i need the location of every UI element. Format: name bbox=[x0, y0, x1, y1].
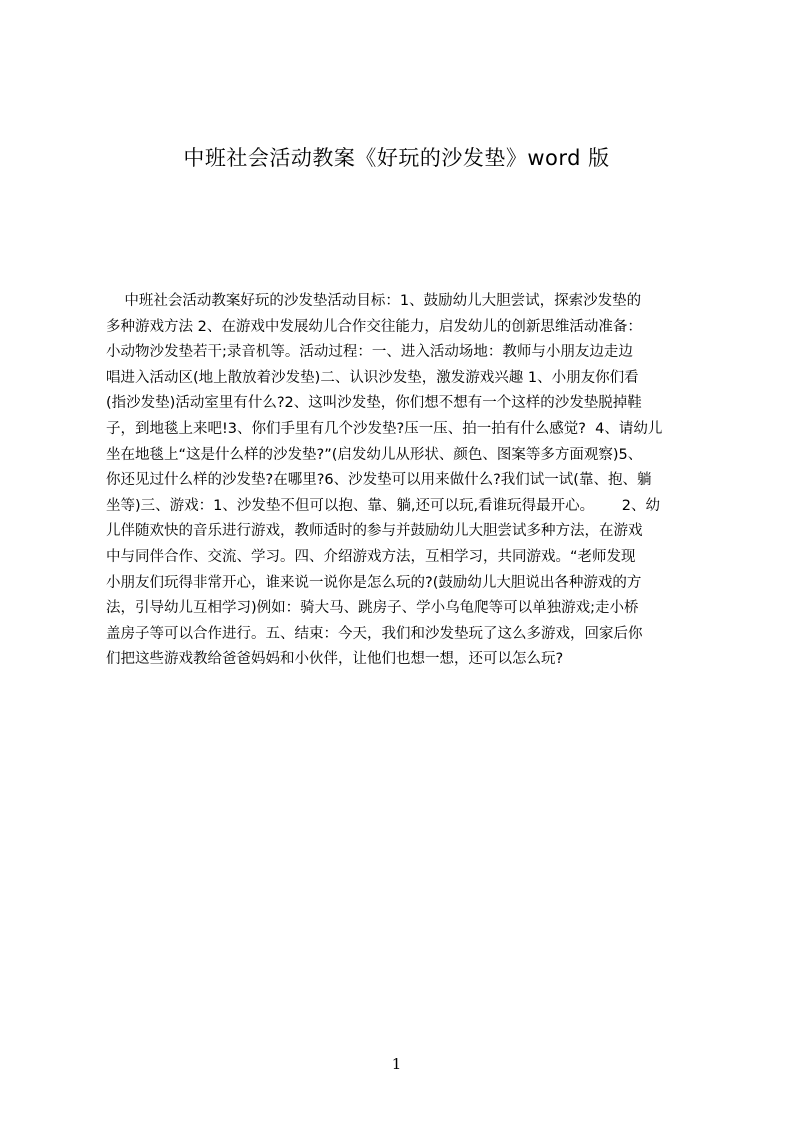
body-line: 中班社会活动教案好玩的沙发垫活动目标：1、鼓励幼儿大胆尝试，探索沙发垫的 bbox=[106, 293, 642, 309]
page-number: 1 bbox=[391, 1055, 402, 1073]
body-line: 盖房子等可以合作进行。五、结束：今天，我们和沙发垫玩了这么多游戏，回家后你 bbox=[106, 625, 643, 642]
body-line: 子，到地毯上来吧!3、你们手里有几个沙发垫?压一压、拍一拍有什么感觉? 4、请幼儿 bbox=[106, 420, 663, 437]
body-line: 坐在地毯上“这是什么样的沙发垫?”(启发幼儿从形状、颜色、图案等多方面观察)5、 bbox=[106, 446, 643, 463]
body-line: 小动物沙发垫若干;录音机等。活动过程：一、进入活动场地：教师与小朋友边走边 bbox=[106, 344, 633, 361]
body-line: (指沙发垫)活动室里有什么?2、这叫沙发垫，你们想不想有一个这样的沙发垫脱掉鞋 bbox=[106, 395, 642, 412]
body-line: 小朋友们玩得非常开心，谁来说一说你是怎么玩的?(鼓励幼儿大胆说出各种游戏的方 bbox=[106, 574, 642, 591]
body-line: 多种游戏方法 2、在游戏中发展幼儿合作交往能力，启发幼儿的创新思维活动准备： bbox=[106, 318, 642, 335]
document-body bbox=[106, 289, 698, 689]
body-line: 你还见过什么样的沙发垫?在哪里?6、沙发垫可以用来做什么?我们试一试(靠、抱、躺 bbox=[106, 472, 652, 489]
document-title: 中班社会活动教案《好玩的沙发垫》word 版 bbox=[183, 146, 610, 170]
body-line: 中与同伴合作、交流、学习。四、介绍游戏方法，互相学习，共同游戏。“老师发现 bbox=[106, 548, 636, 565]
body-line: 坐等)三、游戏：1、沙发垫不但可以抱、靠、躺,还可以玩,看谁玩得最开心。 2、幼 bbox=[106, 497, 660, 514]
body-line: 法，引导幼儿互相学习)例如：骑大马、跳房子、学小乌龟爬等可以单独游戏;走小桥 bbox=[106, 600, 639, 617]
body-line: 们把这些游戏教给爸爸妈妈和小伙伴，让他们也想一想，还可以怎么玩? bbox=[106, 651, 564, 668]
body-line: 儿伴随欢快的音乐进行游戏，教师适时的参与并鼓励幼儿大胆尝试多种方法，在游戏 bbox=[106, 523, 643, 540]
body-line: 唱进入活动区(地上散放着沙发垫)二、认识沙发垫，激发游戏兴趣 1、小朋友你们看 bbox=[106, 369, 639, 386]
